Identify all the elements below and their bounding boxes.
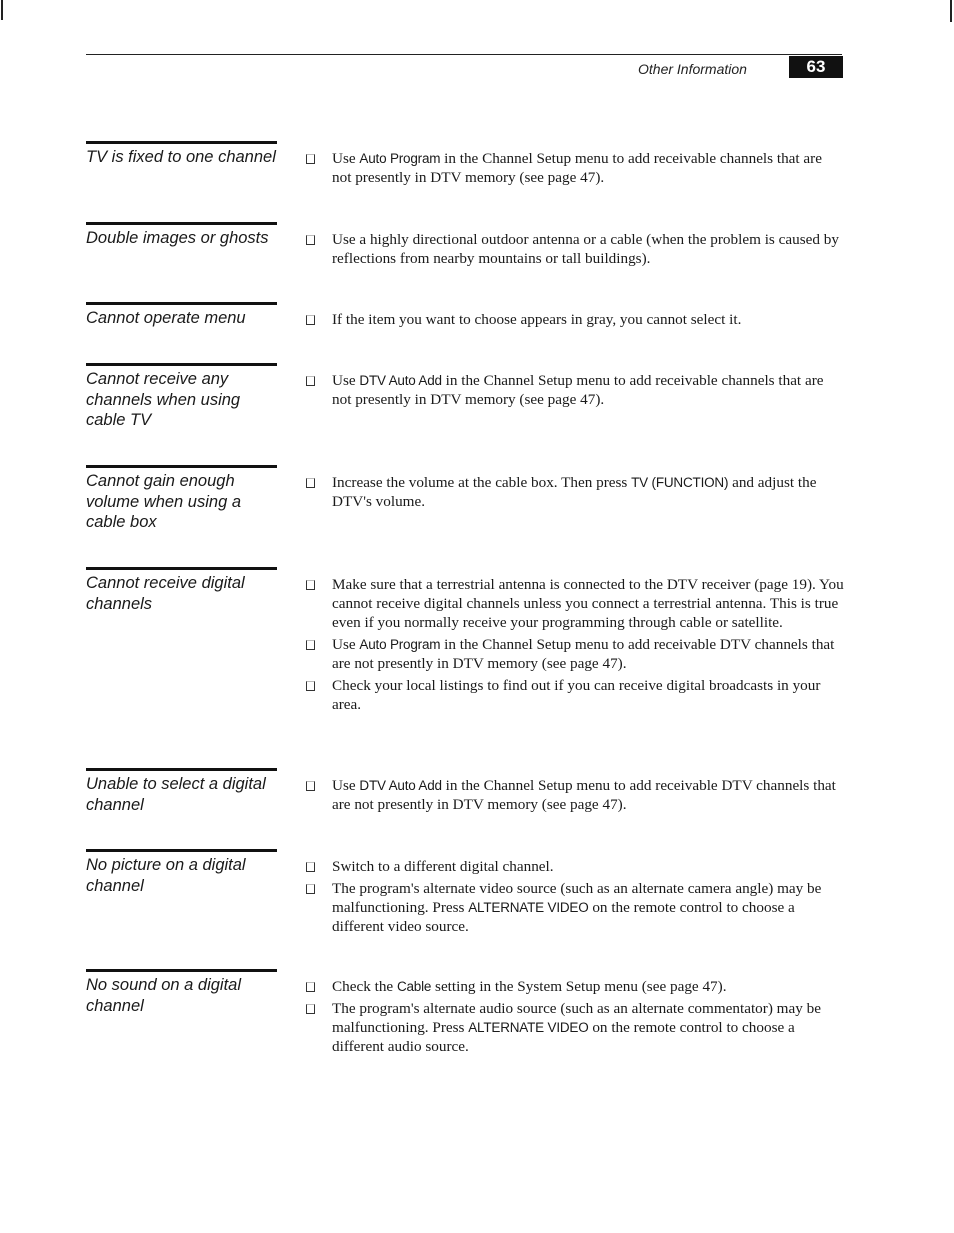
solution-item: [300, 879, 845, 936]
problem-heading: Cannot receive any channels when using cable TV: [86, 370, 241, 429]
checkbox-bullet-icon: [306, 580, 315, 590]
solution-list: [300, 575, 845, 717]
solution-list: [300, 371, 845, 412]
solution-item: [300, 230, 845, 268]
menu-keyword: Auto Program: [359, 151, 441, 166]
checkbox-bullet-icon: [306, 781, 315, 791]
entry-rule: [86, 969, 277, 972]
solution-list: [300, 310, 845, 332]
entry-rule: [86, 222, 277, 225]
problem-heading: No picture on a digital channel: [86, 856, 246, 895]
checkbox-bullet-icon: [306, 478, 315, 488]
checkbox-bullet-icon: [306, 640, 315, 650]
page-number: 63: [806, 57, 826, 76]
problem-heading: Unable to select a digital channel: [86, 775, 266, 814]
problem-heading: Cannot gain enough volume when using a cable box: [86, 472, 242, 531]
entry-rule: [86, 849, 277, 852]
solution-text: in the Channel Setup menu to add receivable DTV channels that are not presently in DTV memory (see page 47).: [332, 636, 835, 672]
solution-list: [300, 857, 845, 939]
solution-item: [300, 149, 845, 187]
menu-keyword: TV (FUNCTION): [631, 475, 729, 490]
solution-item: [300, 310, 845, 329]
menu-keyword: DTV Auto Add: [359, 373, 442, 388]
section-name: Other Information: [638, 61, 747, 77]
page-number-badge: [789, 56, 843, 78]
solution-text: Switch to a different digital channel.: [332, 858, 554, 875]
entry-rule: [86, 302, 277, 305]
problem-heading: TV is fixed to one channel: [86, 148, 276, 166]
entry-rule: [86, 363, 277, 366]
entry-rule: [86, 465, 277, 468]
checkbox-bullet-icon: [306, 681, 315, 691]
checkbox-bullet-icon: [306, 315, 315, 325]
header-rule: [86, 54, 842, 55]
solution-text: The program's alternate audio source (such as an alternate commentator) may be malfunctioning. Press: [332, 1000, 821, 1036]
solution-text: Use: [332, 150, 360, 167]
solution-item: [300, 999, 845, 1056]
checkbox-bullet-icon: [306, 154, 315, 164]
solution-text: Use: [332, 372, 360, 389]
menu-keyword: ALTERNATE VIDEO: [468, 900, 589, 915]
checkbox-bullet-icon: [306, 862, 315, 872]
solution-text: Check your local listings to find out if you can receive digital broadcasts in your area.: [332, 677, 821, 713]
solution-text: Increase the volume at the cable box. Then press: [332, 474, 632, 491]
checkbox-bullet-icon: [306, 884, 315, 894]
solution-text: on the remote control to choose a different video source.: [332, 899, 795, 935]
solution-text: in the Channel Setup menu to add receivable DTV channels that are not presently in DTV memory (see page 47).: [332, 777, 836, 813]
solution-text: and adjust the DTV's volume.: [332, 474, 817, 510]
solution-text: If the item you want to choose appears in gray, you cannot select it.: [332, 311, 742, 328]
solution-item: [300, 473, 845, 511]
solution-text: Make sure that a terrestrial antenna is connected to the DTV receiver (page 19). You cannot receive digital channels unless you connect a terrestrial antenna. This is true even if you normally receive your programming through cable or satellite.: [332, 576, 844, 631]
solution-text: setting in the System Setup menu (see page 47).: [431, 978, 727, 995]
solution-item: [300, 371, 845, 409]
solution-item: [300, 575, 845, 632]
menu-keyword: ALTERNATE VIDEO: [468, 1020, 589, 1035]
solution-list: [300, 473, 845, 514]
checkbox-bullet-icon: [306, 235, 315, 245]
solution-text: Use: [332, 777, 360, 794]
solution-text: in the Channel Setup menu to add receivable channels that are not presently in DTV memory (see page 47).: [332, 150, 822, 186]
problem-heading: Double images or ghosts: [86, 229, 269, 247]
solution-list: [300, 230, 845, 271]
solution-item: [300, 977, 845, 996]
menu-keyword: DTV Auto Add: [359, 778, 442, 793]
problem-heading: No sound on a digital channel: [86, 976, 242, 1015]
problem-heading: Cannot receive digital channels: [86, 574, 245, 613]
solution-text: Check the: [332, 978, 397, 995]
entry-rule: [86, 141, 277, 144]
solution-list: [300, 776, 845, 817]
checkbox-bullet-icon: [306, 982, 315, 992]
solution-item: [300, 635, 845, 673]
scan-edge-left: [1, 0, 3, 20]
solution-item: [300, 676, 845, 714]
problem-heading: Cannot operate menu: [86, 309, 246, 327]
solution-item: [300, 776, 845, 814]
menu-keyword: Auto Program: [359, 637, 441, 652]
solution-text: The program's alternate video source (such as an alternate camera angle) may be malfunctioning. Press: [332, 880, 822, 916]
checkbox-bullet-icon: [306, 1004, 315, 1014]
solution-item: [300, 857, 845, 876]
solution-list: [300, 977, 845, 1059]
entry-rule: [86, 768, 277, 771]
solution-list: [300, 149, 845, 190]
solution-text: in the Channel Setup menu to add receivable channels that are not presently in DTV memory (see page 47).: [332, 372, 824, 408]
solution-text: Use a highly directional outdoor antenna or a cable (when the problem is caused by reflections from nearby mountains or tall buildings).: [332, 231, 839, 267]
entry-rule: [86, 567, 277, 570]
scan-edge-right: [950, 0, 952, 22]
menu-keyword: Cable: [396, 979, 432, 994]
solution-text: Use: [332, 636, 360, 653]
checkbox-bullet-icon: [306, 376, 315, 386]
solution-text: on the remote control to choose a different audio source.: [332, 1019, 795, 1055]
